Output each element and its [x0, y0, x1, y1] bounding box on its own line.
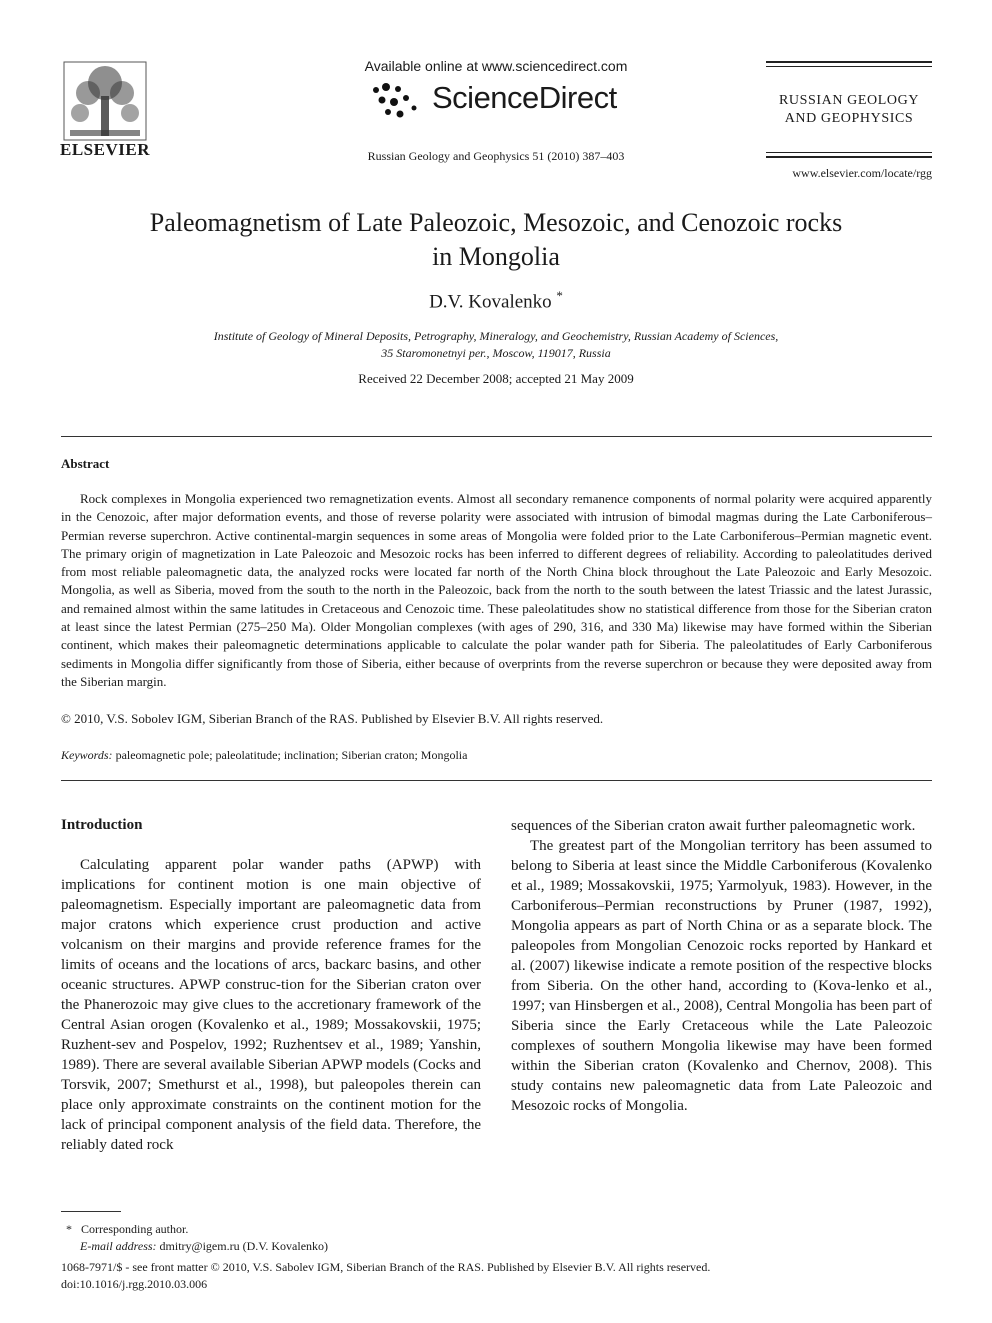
journal-citation: Russian Geology and Geophysics 51 (2010) 387–403: [367, 149, 625, 163]
journal-box-rule: [766, 66, 932, 67]
introduction-left-column: Calculating apparent polar wander paths (APWP) with implications for continent motion is one main objective of paleomagnetism. Especially important are paleomagnetic data from major cratons which experience crust production and active volcanism on their margins and provide reference frames for the limits of oceans and the locations of arcs, backarc basins, and other oceanic structures. APWP construc-tion for the Siberian craton over the Phanerozoic may give clues to the accretionary framework of the Central Asian orogen (Kovalenko et al., 1989; Mossakovskii, 1975; Ruzhent-sev and Pospelov, 1992; Ruzhentsev et al., 1989; Yanshin, 1989). There are several available Siberian APWP models (Cocks and Torsvik, 2007; Smethurst et al., 1998), but paleopoles therein can place only approximate constraints on the continent motion for the lack of principal component analysis of the field data. Therefore, the reliably dated rock: [61, 857, 481, 1153]
sciencedirect-wordmark: ScienceDirect: [432, 80, 617, 115]
paragraph: The greatest part of the Mongolian territory has been assumed to belong to Siberia at least since the Middle Carboniferous (Kovalenko et al., 1989; Mossakovskii, 1975; Yarmolyuk, 1983). However, in the Carboniferous–Permian reconstructions by Pruner (1987, 1992), Mongolia appears as part of North China or as a separate block. The paleopoles from Mongolian Cenozoic rocks reported by Hankard et al. (2007) likewise indicate a remote position of the respective blocks from Siberia. On the other hand, according to (Kova-lenko et al., 1997; van Hinsbergen et al., 2008), Central Mongolia has been part of Siberia since the Early Cretaceous while the Late Paleozoic complexes of southern Mongolia likewise may have been formed within the Siberian craton (Kovalenko and Chernov, 2008). This study contains new paleomagnetic data from Late Paleozoic and Mesozoic rocks of Mongolia.: [511, 838, 932, 1114]
author-footnote-mark[interactable]: *: [556, 288, 563, 303]
received-dates: Received 22 December 2008; accepted 21 May 2009: [358, 371, 634, 386]
publisher-name: ELSEVIER: [60, 140, 150, 159]
keywords-label: Keywords:: [61, 748, 113, 762]
journal-box-rule: [766, 152, 932, 153]
title-line: Paleomagnetism of Late Paleozoic, Mesozoic, and Cenozoic rocks: [149, 208, 843, 237]
journal-name-line: RUSSIAN GEOLOGY: [778, 93, 920, 108]
available-online-text[interactable]: Available online at www.sciencedirect.com: [364, 58, 628, 74]
affiliation: [60, 328, 932, 362]
journal-url-link[interactable]: www.elsevier.com/locate/rgg: [792, 166, 932, 180]
article-title: [60, 206, 932, 274]
divider: [61, 780, 932, 781]
corresponding-author-text: Corresponding author.: [81, 1222, 189, 1236]
footnote-rule: [61, 1211, 121, 1212]
abstract-heading: Abstract: [61, 456, 110, 471]
email-label: E-mail address:: [80, 1239, 157, 1253]
divider: [61, 436, 932, 437]
journal-box-rule: [766, 61, 932, 63]
abstract-copyright: © 2010, V.S. Sobolev IGM, Siberian Branch of the RAS. Published by Elsevier B.V. All rights reserved.: [61, 711, 604, 726]
journal-name-line: AND GEOPHYSICS: [784, 111, 914, 126]
title-line: in Mongolia: [432, 242, 560, 271]
sciencedirect-dots-icon: [370, 78, 430, 122]
issn-line: 1068-7971/$ - see front matter © 2010, V.S. Sabolev IGM, Siberian Branch of the RAS. Published by Elsevier B.V. All rights reserved.: [61, 1260, 711, 1274]
affiliation-line: 35 Staromonetnyi per., Moscow, 119017, Russia: [381, 346, 611, 360]
email-link[interactable]: dmitry@igem.ru (D.V. Kovalenko): [159, 1239, 329, 1253]
introduction-right-column: [511, 816, 932, 1116]
affiliation-line: Institute of Geology of Mineral Deposits, Petrography, Mineralogy, and Geochemistry, Russian Academy of Sciences,: [213, 329, 779, 343]
author-name[interactable]: D.V. Kovalenko: [429, 291, 552, 313]
author-line: [60, 288, 932, 313]
abstract-text: Rock complexes in Mongolia experienced two remagnetization events. Almost all secondary remanence components of normal polarity were acquired apparently in the Cenozoic, after major deformation events, and those of reverse polarity were associated with intrusion of bimodal magmas during the Late Carboniferous–Permian reverse superchron. Active continental-margin sequences in some areas of Mongolia were folded prior to the Late Carboniferous–Permian magnetic event. The primary origin of magnetization in Late Paleozoic and Mesozoic rocks has been inferred to different degrees of reliability. According to paleolatitudes derived from most reliable paleomagnetic data, the analyzed rocks were located far north of the North China block throughout the Late Paleozoic and Early Mesozoic. Mongolia, as well as Siberia, moved from the south to the north in the Paleozoic, back from the north to the south between the latest Triassic and the latest Jurassic, and remained almost within the same latitudes in Cretaceous and Cenozoic time. These paleolatitudes show no statistical difference from those for the Siberian craton at least since the latest Permian (275–250 Ma). Older Mongolian complexes (with ages of 290, 316, and 330 Ma) likewise may have formed within the Siberian continent, which makes their paleomagnetic determinations applicable to calculate the polar wander path for Siberia. The paleolatitudes of Early Carboniferous sediments in Mongolia differ significantly from those of Siberia, either because of overprints from the reverse superchron or because they were deposited away from the Siberian margin.: [61, 491, 932, 689]
introduction-heading: Introduction: [61, 817, 143, 833]
doi-link[interactable]: doi:10.1016/j.rgg.2010.03.006: [61, 1277, 208, 1291]
footnote-mark: *: [66, 1222, 72, 1236]
footnote-corresponding: [61, 1222, 188, 1237]
journal-box-rule: [766, 156, 932, 158]
journal-name: [766, 92, 932, 128]
keywords-list: paleomagnetic pole; paleolatitude; inclination; Siberian craton; Mongolia: [115, 748, 468, 762]
keywords: [61, 748, 467, 763]
footnote-email: [80, 1239, 328, 1254]
paragraph: sequences of the Siberian craton await further paleomagnetic work.: [511, 818, 916, 834]
